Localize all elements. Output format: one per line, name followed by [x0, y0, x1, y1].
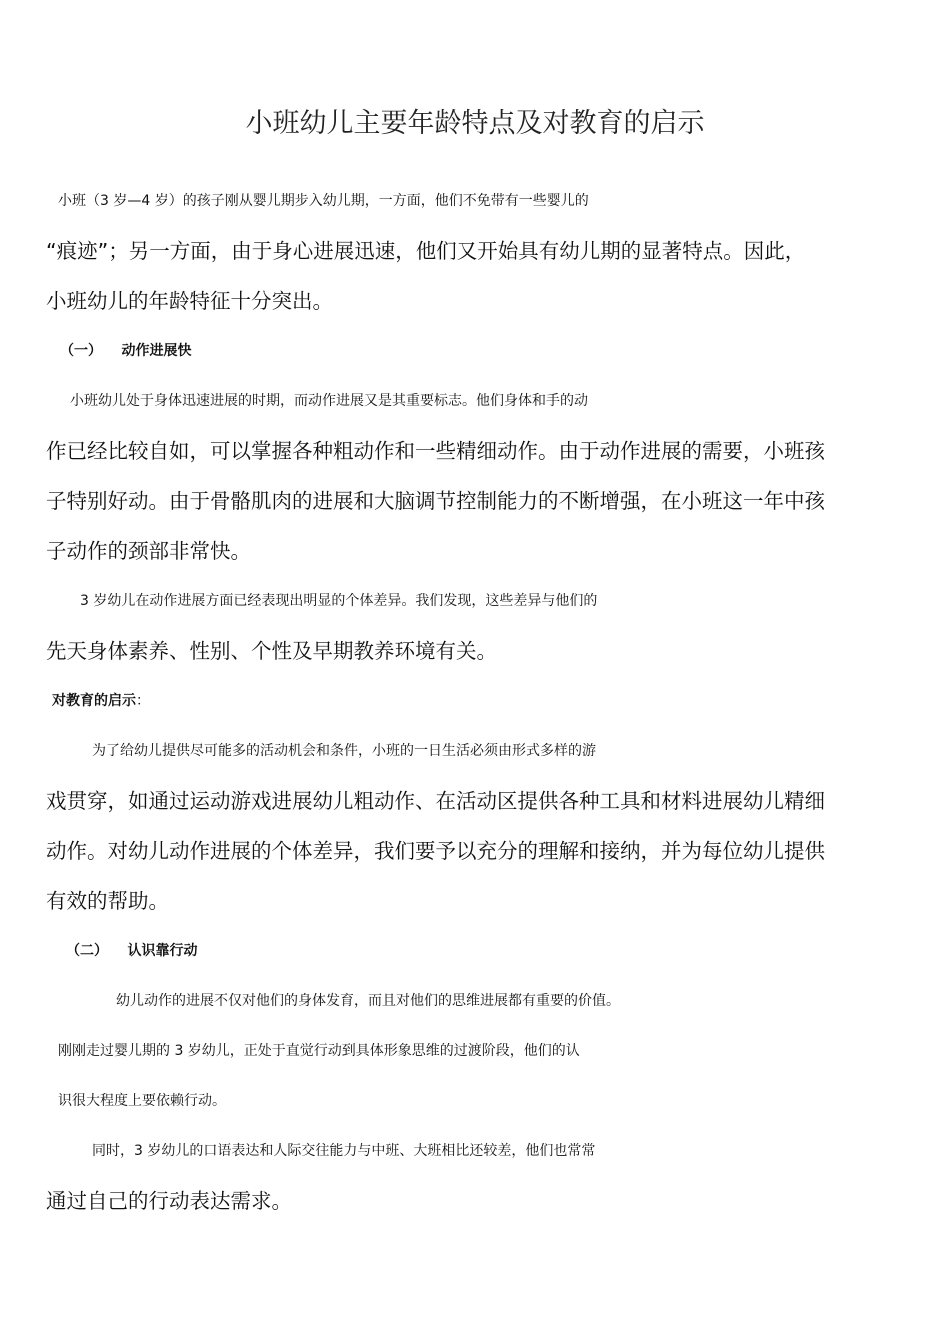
section-heading-1: （一） 动作进展快: [60, 343, 192, 359]
paragraph-line: 先天身体素养、性别、个性及早期教养环境有关。: [46, 639, 497, 663]
paragraph-line: 幼儿动作的进展不仅对他们的身体发育，而且对他们的思维进展都有重要的价值。: [116, 993, 620, 1009]
paragraph-line: 识很大程度上要依赖行动。: [58, 1093, 226, 1109]
paragraph-line: 子动作的颈部非常快。: [46, 539, 251, 563]
paragraph-line: 刚刚走过婴儿期的 3 岁幼儿，正处于直觉行动到具体形象思维的过渡阶段，他们的认: [58, 1043, 580, 1059]
subheading-lead: 对教育的启示: [52, 693, 136, 709]
paragraph-line: 小班（3 岁—4 岁）的孩子刚从婴儿期步入幼儿期，一方面，他们不免带有一些婴儿的: [58, 193, 589, 209]
paragraph-line: 通过自己的行动表达需求。: [46, 1189, 292, 1213]
paragraph-line: 作已经比较自如，可以掌握各种粗动作和一些精细动作。由于动作进展的需要，小班孩: [46, 439, 825, 463]
section-heading-2: （二） 认识靠行动: [66, 943, 198, 959]
paragraph-line: 小班幼儿处于身体迅速进展的时期，而动作进展又是其重要标志。他们身体和手的动: [70, 393, 588, 409]
subheading-line: [52, 686, 932, 716]
paragraph-line: “痕迹”；另一方面，由于身心进展迅速，他们又开始具有幼儿期的显著特点。因此，: [46, 239, 806, 263]
paragraph-line: 子特别好动。由于骨骼肌肉的进展和大脑调节控制能力的不断增强，在小班这一年中孩: [46, 489, 825, 513]
subheading-colon: ：: [136, 693, 150, 709]
paragraph-line: 戏贯穿，如通过运动游戏进展幼儿粗动作、在活动区提供各种工具和材料进展幼儿精细: [46, 789, 825, 813]
paragraph-line: 小班幼儿的年龄特征十分突出。: [46, 289, 333, 313]
paragraph-line: 有效的帮助。: [46, 889, 169, 913]
paragraph-line: 动作。对幼儿动作进展的个体差异，我们要予以充分的理解和接纳，并为每位幼儿提供: [46, 839, 825, 863]
paragraph-line: 同时，3 岁幼儿的口语表达和人际交往能力与中班、大班相比还较差，他们也常常: [92, 1143, 596, 1159]
paragraph-line: 为了给幼儿提供尽可能多的活动机会和条件，小班的一日生活必须由形式多样的游: [92, 743, 596, 759]
document-title: 小班幼儿主要年龄特点及对教育的启示: [245, 108, 705, 139]
paragraph-line: 3 岁幼儿在动作进展方面已经表现出明显的个体差异。我们发现，这些差异与他们的: [80, 593, 598, 609]
